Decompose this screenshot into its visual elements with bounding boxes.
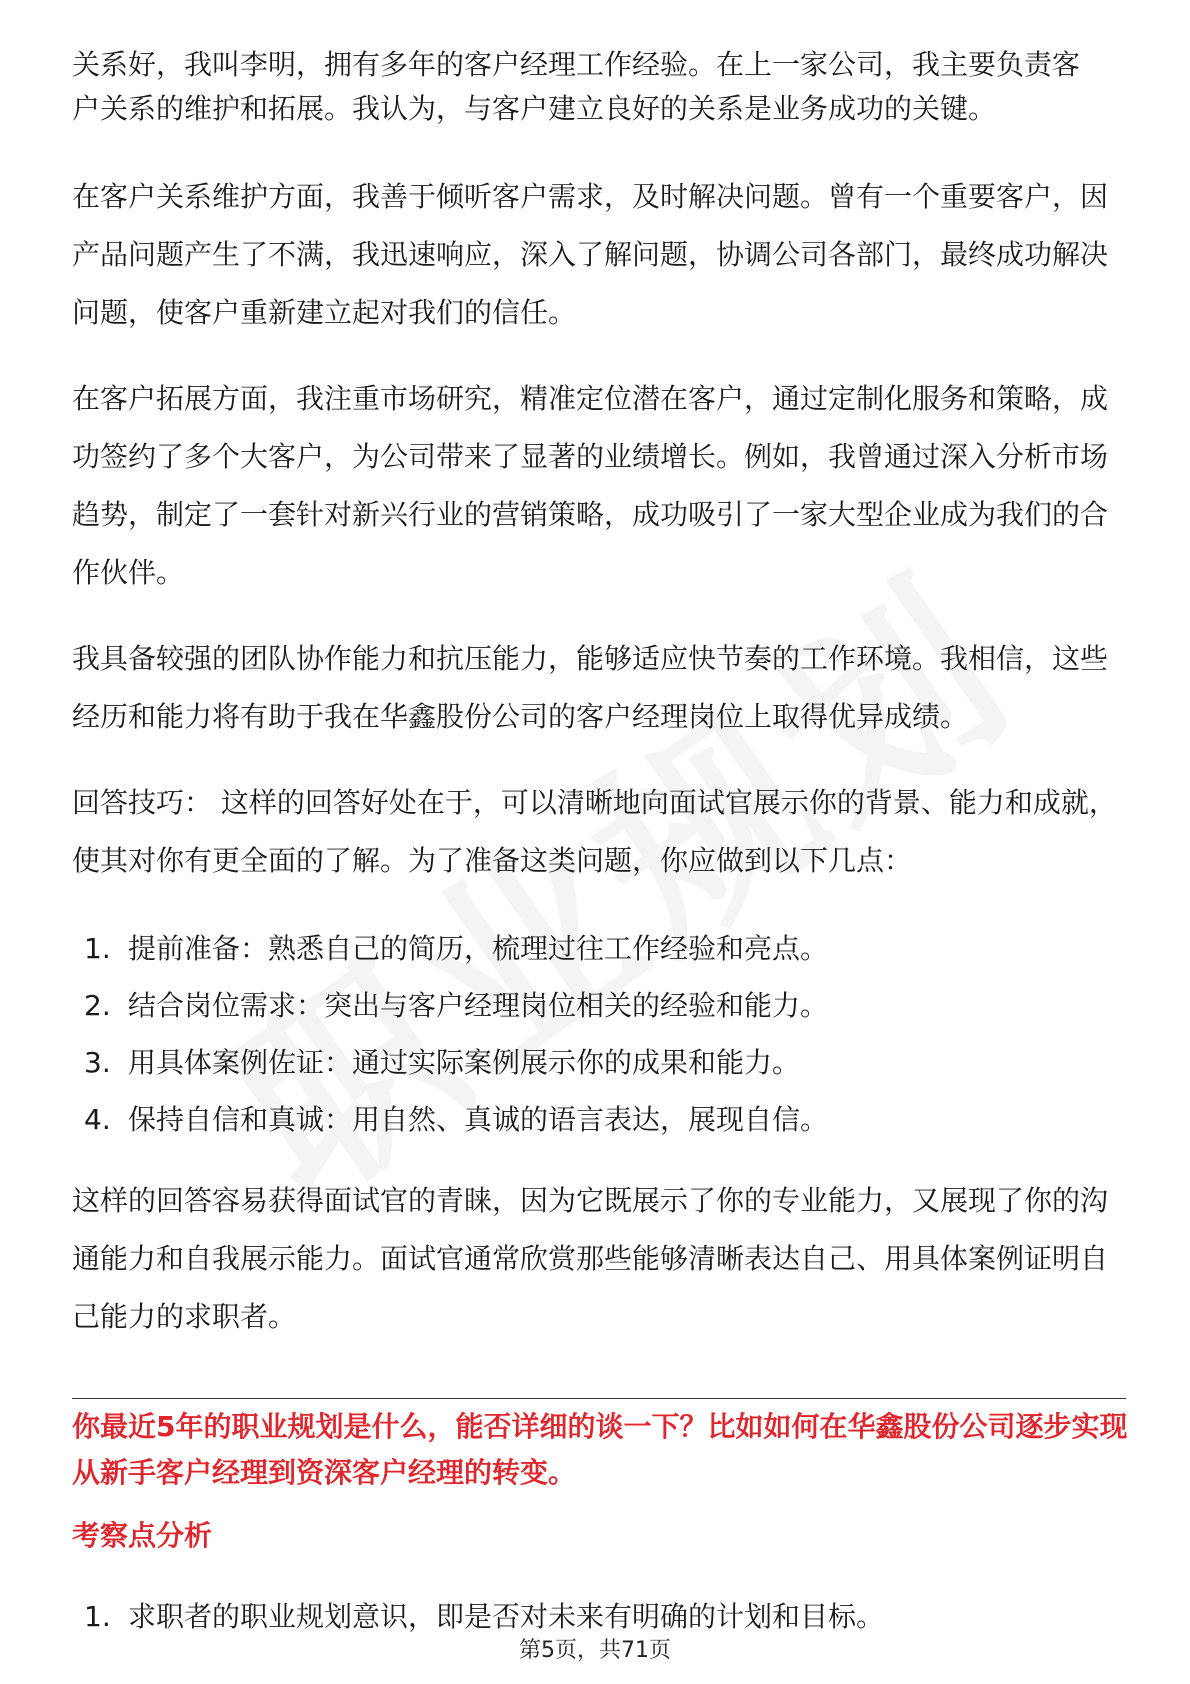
- page-number-footer: 第5页，共71页: [519, 1638, 671, 1663]
- list-text: 保持自信和真诚：用自然、真诚的语言表达，展现自信。: [128, 1103, 829, 1136]
- paragraph-relationship-maintenance: 在客户关系维护方面，我善于倾听客户需求，及时解决问题。曾有一个重要客户，因产品问题产生了不满，我迅速响应，深入了解问题，协调公司各部门，最终成功解决问题，使客户重新建立起对我们的信任。: [72, 180, 1109, 329]
- list-text: 用具体案例佐证：通过实际案例展示你的成果和能力。: [128, 1046, 801, 1079]
- list-item: [84, 920, 1124, 977]
- list-item: [84, 1034, 1124, 1091]
- analysis-heading: 考察点分析: [72, 1519, 213, 1552]
- list-text: 结合岗位需求：突出与客户经理岗位相关的经验和能力。: [128, 989, 829, 1022]
- paragraph-closing: 这样的回答容易获得面试官的青睐，因为它既展示了你的专业能力，又展现了你的沟通能力和自我展示能力。面试官通常欣赏那些能够清晰表达自己、用具体案例证明自己能力的求职者。: [72, 1184, 1109, 1333]
- paragraph-teamwork: 我具备较强的团队协作能力和抗压能力，能够适应快节奏的工作环境。我相信，这些经历和能力将有助于我在华鑫股份公司的客户经理岗位上取得优异成绩。: [72, 642, 1109, 733]
- interview-question: 你最近5年的职业规划是什么，能否详细的谈一下？比如如何在华鑫股份公司逐步实现从新手客户经理到资深客户经理的转变。: [72, 1410, 1128, 1489]
- list-text: 提前准备：熟悉自己的简历，梳理过往工作经验和亮点。: [128, 932, 829, 965]
- section-divider: [72, 1398, 1126, 1399]
- tips-list: [84, 920, 1124, 1148]
- list-item: [84, 977, 1124, 1034]
- list-number: 1.: [84, 1600, 111, 1633]
- list-number: 4.: [84, 1103, 111, 1136]
- list-number: 2.: [84, 989, 111, 1022]
- cut-off-text-line: 关系好，我叫李明，拥有多年的客户经理工作经验。在上一家公司，我主要负责客: [72, 48, 1081, 81]
- paragraph-client-expansion: 在客户拓展方面，我注重市场研究，精准定位潜在客户，通过定制化服务和策略，成功签约了多个大客户，为公司带来了显著的业绩增长。例如，我曾通过深入分析市场趋势，制定了一套针对新兴行业的营销策略，成功吸引了一家大型企业成为我们的合作伙伴。: [72, 382, 1109, 589]
- list-number: 1.: [84, 932, 111, 965]
- paragraph-intro-end: 户关系的维护和拓展。我认为，与客户建立良好的关系是业务成功的关键。: [72, 92, 997, 125]
- list-text: 求职者的职业规划意识，即是否对未来有明确的计划和目标。: [128, 1600, 885, 1633]
- paragraph-answer-tips: 回答技巧： 这样的回答好处在于，可以清晰地向面试官展示你的背景、能力和成就，使其对你有更全面的了解。为了准备这类问题，你应做到以下几点：: [72, 786, 1117, 877]
- list-number: 3.: [84, 1046, 111, 1079]
- list-item: [84, 1091, 1124, 1148]
